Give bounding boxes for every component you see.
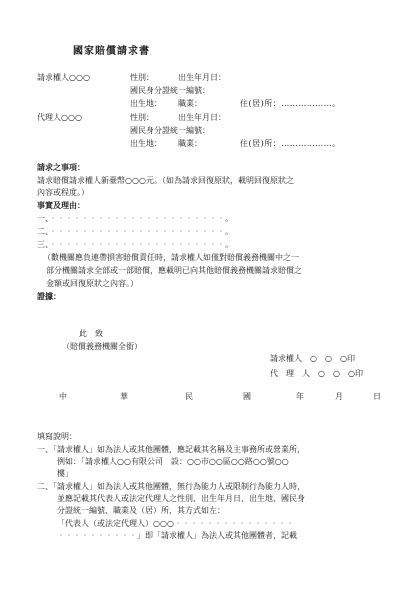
agent-id-number: 國民身分證統一編號：: [130, 126, 210, 135]
agent-gender: 性別：: [130, 113, 154, 122]
request-line: 內容或程度。）: [37, 188, 89, 197]
agent-address: 住(居)所：………………。: [240, 139, 341, 148]
date-char: 月: [335, 392, 343, 401]
facts-item-1: 一、‧‧‧‧‧‧‧‧‧‧‧‧‧‧‧‧‧‧‧‧‧‧。: [37, 214, 233, 223]
document-title: 國家賠償請求書: [73, 46, 150, 57]
closing-agency: （賠償義務機關全銜）: [62, 342, 142, 351]
claimant-signature: 請求權人 ○ ○ ○印: [270, 354, 355, 363]
facts-note-line: （數機關應負連帶損害賠償責任時，請求權人如僅對賠償義務機關中之一: [43, 253, 299, 262]
date-char: 國: [243, 392, 251, 401]
claimant-id-number: 國民身分證統一編號：: [130, 86, 210, 95]
claimant-address: 住(居)所：………………。: [240, 99, 341, 108]
claimant-label: 請求權人○○○: [37, 73, 90, 82]
date-char: 年: [296, 392, 304, 401]
instruction-line: 並應記載其代表人或法定代理人之性別、出生年月日、出生地、國民身: [57, 494, 305, 503]
evidence-heading: 證據：: [37, 291, 61, 301]
instruction-line: 例如：「請求權人○○有限公司 設：○○市○○區○○路○○號○○: [57, 457, 289, 466]
claimant-birthplace: 出生地：: [130, 99, 162, 108]
instruction-line: 分證統一編號、職業及（居）所，其方式如左：: [57, 506, 225, 515]
facts-note-line: 部分機關請求全部或一部賠償，應載明已向其他賠償義務機關請求賠償之: [46, 266, 302, 275]
instruction-line: 樓」: [57, 469, 73, 478]
date-char: 日: [373, 392, 381, 401]
request-line: 請求賠償請求權人新臺幣○○○元。（如為請求回復原狀，載明回復原狀之: [37, 176, 294, 185]
claimant-occupation: 職業：: [178, 99, 202, 108]
agent-label: 代理人○○○: [37, 113, 82, 122]
date-line: [0, 391, 420, 403]
date-char: 中: [59, 392, 67, 401]
agent-birthdate: 出生年月日：: [178, 113, 226, 122]
instruction-line: 「代表人（或法定代理人）○○○‧‧‧‧‧‧‧‧‧‧‧‧‧‧‧: [57, 519, 294, 528]
instruction-line: 一、「請求權人」如為法人或其他團體，應記載其名稱及主事務所或營業所，: [37, 445, 305, 454]
closing-salutation: 此 致: [79, 329, 103, 338]
agent-signature: 代 理 人 ○ ○ ○印: [270, 369, 363, 378]
date-char: 民: [185, 392, 193, 401]
claimant-birthdate: 出生年月日：: [178, 73, 226, 82]
agent-birthplace: 出生地：: [130, 139, 162, 148]
facts-item-3: 三、‧‧‧‧‧‧‧‧‧‧‧‧‧‧‧‧‧‧‧‧‧‧。: [37, 240, 233, 249]
facts-heading: 事實及理由：: [37, 200, 85, 210]
agent-occupation: 職業：: [178, 139, 202, 148]
facts-note-line: 金額或回復原狀之內容。）: [46, 279, 138, 288]
facts-item-2: 二、‧‧‧‧‧‧‧‧‧‧‧‧‧‧‧‧‧‧‧‧‧‧。: [37, 227, 233, 236]
instruction-line: ‧‧‧‧‧‧‧‧‧‧」即「請求權人」為法人或其他團體者，記載: [57, 531, 297, 540]
instruction-line: 二、「請求權人」如為法人或其他團體，無行為能力人或限制行為能力人時，: [37, 482, 305, 491]
request-heading: 請求之事項：: [37, 162, 85, 172]
claimant-gender: 性別：: [130, 73, 154, 82]
instructions-heading: 填寫說明：: [37, 432, 77, 441]
date-char: 華: [120, 392, 128, 401]
